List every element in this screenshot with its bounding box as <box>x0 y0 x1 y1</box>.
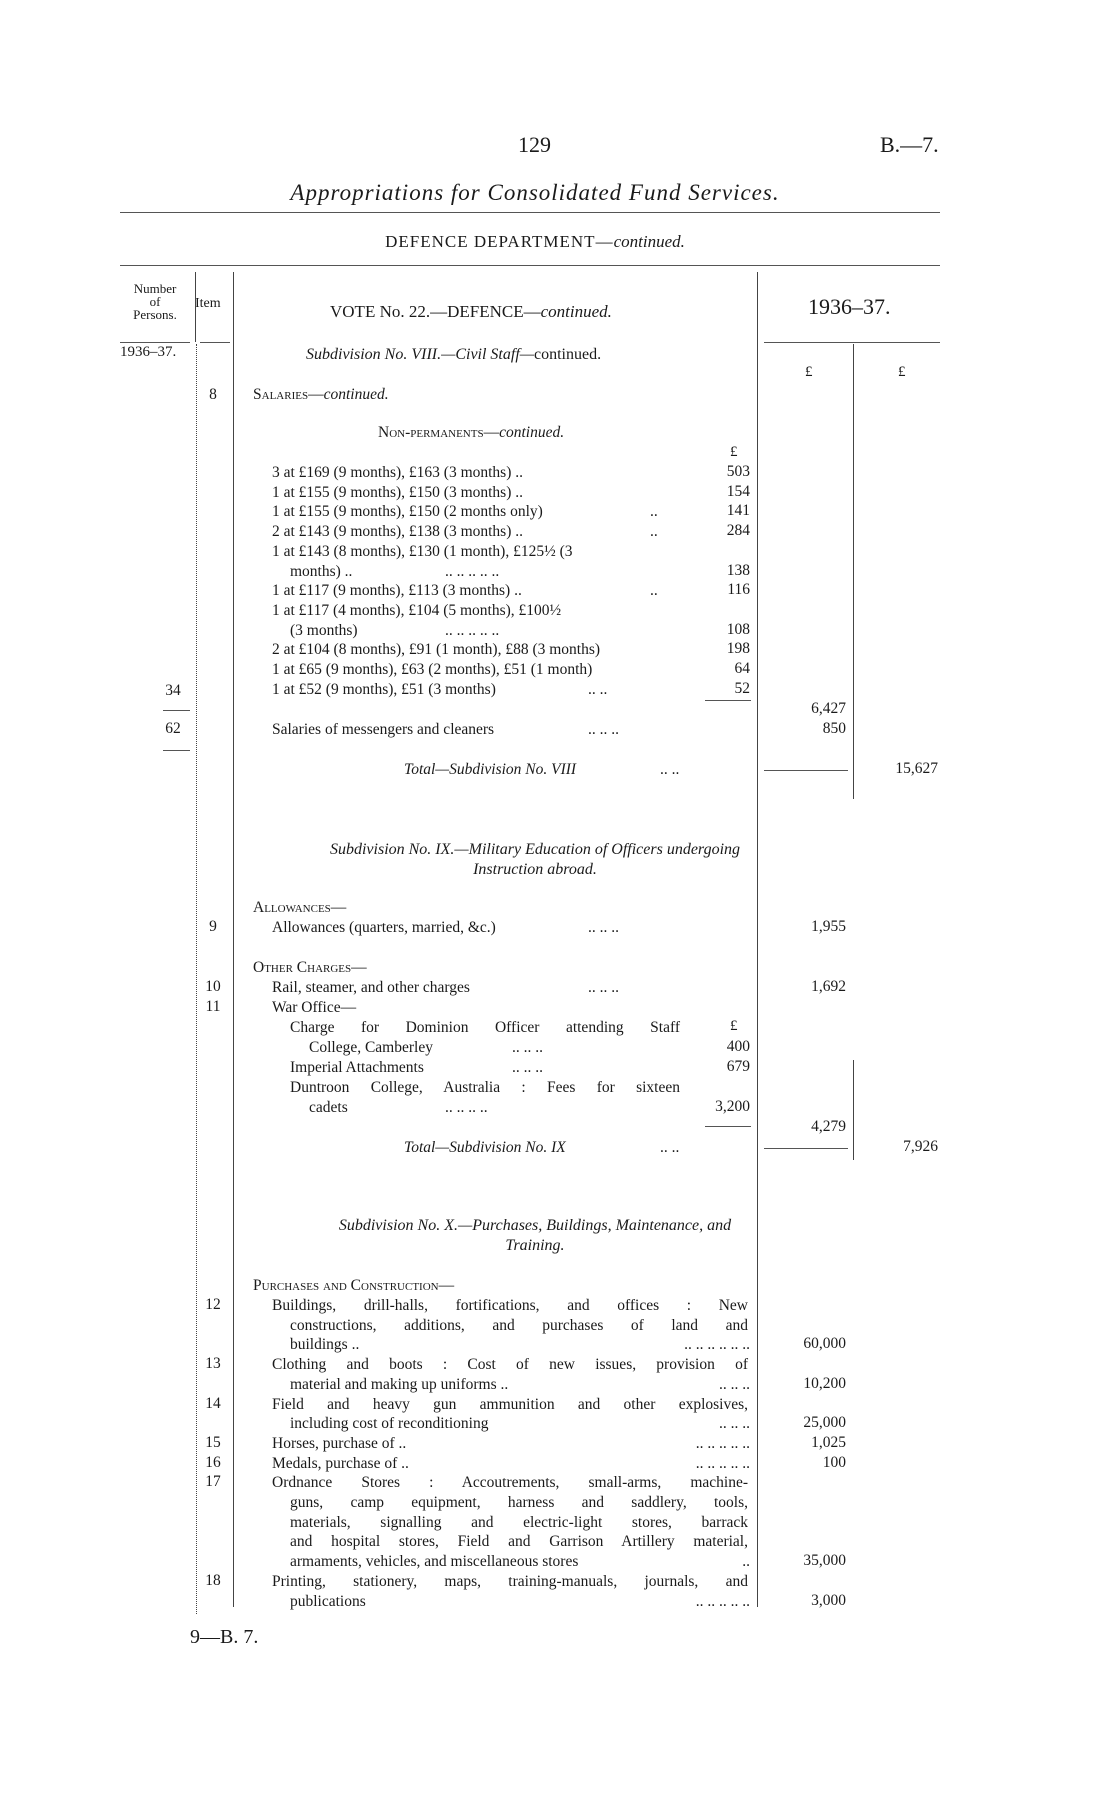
messengers-line: Salaries of messengers and cleaners <box>272 721 495 738</box>
salary-line-text: 1 at £52 (9 months), £51 (3 months) <box>272 680 496 698</box>
salary-line-value: 108 <box>726 620 750 638</box>
amounts-left-divider <box>757 272 758 1607</box>
duntroon-value: 3,200 <box>715 1098 750 1115</box>
subdivision-8-total-dots: .. .. <box>660 761 680 778</box>
salary-line-dots: .. .. <box>588 680 608 698</box>
item-number-9: 9 <box>209 918 217 935</box>
salary-line-text: 2 at £143 (9 months), £138 (3 months) .. <box>272 523 523 541</box>
persons-count-62: 62 <box>165 720 181 737</box>
item-value: 100 <box>822 1453 846 1471</box>
salary-line-text: 1 at £143 (8 months), £130 (1 month), £125½ (3 <box>272 542 573 560</box>
vote-title: VOTE No. 22.—DEFENCE—continued. <box>330 302 612 321</box>
subdivision-9-total-label: Total—Subdivision No. IX <box>404 1139 566 1156</box>
non-permanents-heading: Non-permanents—continued. <box>378 424 565 441</box>
salary-line-text: 2 at £104 (8 months), £91 (1 month), £88 (3 months) <box>272 641 601 659</box>
allowances-line: Allowances (quarters, married, &c.) <box>272 919 496 936</box>
duntroon-line-2: cadets <box>309 1099 348 1116</box>
war-office-total: 4,279 <box>811 1118 846 1135</box>
item-dots: .. .. .. .. .. <box>695 1434 750 1452</box>
rail-value: 1,692 <box>811 978 846 995</box>
item-description-line: Horses, purchase of .. <box>272 1434 407 1452</box>
persons-column-header: Number of Persons. <box>133 281 177 322</box>
staff-college-dots: .. .. .. <box>512 1039 543 1056</box>
duntroon-line-1: Duntroon College, Australia : Fees for sixteen <box>290 1079 680 1096</box>
item-number: 16 <box>205 1453 221 1471</box>
pound-header-col1: £ <box>730 444 738 460</box>
rail-dots: .. .. .. <box>588 979 619 996</box>
salary-line-dots: .. <box>650 523 658 541</box>
year-header-rule <box>764 342 940 343</box>
item-description-line: armaments, vehicles, and miscellaneous stores <box>290 1553 579 1571</box>
item-description-line: material and making up uniforms .. <box>290 1375 509 1393</box>
salary-line-value: 64 <box>734 660 750 677</box>
salary-line-text: 1 at £155 (9 months), £150 (3 months) .. <box>272 483 523 501</box>
item-description-line: guns, camp equipment, harness and saddlery, tools, <box>290 1494 748 1511</box>
pound-header-col2: £ <box>805 364 813 380</box>
item-value: 3,000 <box>811 1591 846 1609</box>
subdivision-8-total-label: Total—Subdivision No. VIII <box>404 761 577 778</box>
subdivision-8-title: Subdivision No. VIII.—Civil Staff—continued. <box>306 346 602 363</box>
messengers-dots: .. .. .. <box>588 721 619 738</box>
imperial-attachments-line: Imperial Attachments <box>290 1059 424 1076</box>
persons-count-34: 34 <box>165 682 181 699</box>
subdivision-9-total: 7,926 <box>903 1138 938 1155</box>
item-description-line: constructions, additions, and purchases of land and <box>290 1316 748 1334</box>
salary-line-dots: .. <box>650 503 658 521</box>
header-top-rule <box>120 265 940 266</box>
salary-line-text: (3 months) <box>290 621 358 639</box>
persons-header-rule <box>120 342 190 343</box>
item-description-line: Buildings, drill-halls, fortifications, and offices : New <box>272 1297 748 1314</box>
salary-line-text: months) .. <box>290 562 353 580</box>
document-reference: B.—7. <box>880 132 939 157</box>
war-office-pound-header: £ <box>730 1018 738 1034</box>
amounts-middle-divider-2 <box>853 1060 854 1160</box>
staff-college-line-2: College, Camberley <box>309 1039 433 1056</box>
item-description-line: Field and heavy gun ammunition and other explosives, <box>272 1395 748 1413</box>
department-heading: DEFENCE DEPARTMENT—continued. <box>385 232 685 251</box>
war-office-rule <box>705 1126 751 1127</box>
salary-line-value: 503 <box>726 463 750 480</box>
pound-header-col3: £ <box>898 364 906 380</box>
item-dots: .. .. .. <box>719 1375 750 1393</box>
subdivision-9-title: Subdivision No. IX.—Military Education of Officers undergoing Instruction abroad. <box>329 841 741 878</box>
item-dots: .. .. .. .. .. <box>695 1592 750 1610</box>
salary-line-dots: .. .. .. .. .. <box>445 562 500 580</box>
duntroon-dots: .. .. .. .. <box>445 1099 488 1116</box>
amounts-middle-divider <box>853 344 854 799</box>
item-value: 25,000 <box>803 1414 846 1432</box>
rail-line: Rail, steamer, and other charges <box>272 979 470 996</box>
item-number-8: 8 <box>209 386 217 403</box>
staff-college-line-1: Charge for Dominion Officer attending Staff <box>290 1019 680 1036</box>
other-charges-heading: Other Charges— <box>253 959 367 976</box>
non-permanents-total: 6,427 <box>811 700 846 717</box>
persons-rule-1 <box>163 710 190 711</box>
item-text-divider <box>233 272 234 1607</box>
allowances-heading: Allowances— <box>253 899 347 916</box>
item-number: 15 <box>205 1433 221 1451</box>
salary-line-dots: .. .. .. .. .. <box>445 621 500 639</box>
page-number: 129 <box>518 132 551 157</box>
salary-line-value: 198 <box>726 640 750 658</box>
item-value: 1,025 <box>811 1433 846 1451</box>
item-column-rule <box>196 344 197 1614</box>
item-number-10: 10 <box>205 978 221 995</box>
subtotal-rule-3 <box>764 1148 848 1149</box>
signature-mark: 9—B. 7. <box>190 1626 259 1648</box>
item-number: 12 <box>205 1296 221 1313</box>
item-header-rule <box>200 342 230 343</box>
item-number: 14 <box>205 1394 221 1412</box>
salary-line-value: 154 <box>726 482 750 500</box>
year-column-header: 1936–37. <box>808 294 891 319</box>
item-number-11: 11 <box>205 998 221 1015</box>
salary-line-value: 116 <box>727 581 750 599</box>
allowances-value: 1,955 <box>811 918 846 935</box>
subtotal-rule-1 <box>705 700 751 701</box>
item-description-line: publications <box>290 1592 366 1610</box>
item-description-line: Ordnance Stores : Accoutrements, small-arms, machine- <box>272 1474 748 1492</box>
subdivision-10-title: Subdivision No. X.—Purchases, Buildings, Maintenance, and Training. <box>338 1217 732 1254</box>
subdivision-8-total: 15,627 <box>895 760 938 777</box>
subtotal-rule-2 <box>764 770 848 771</box>
allowances-dots: .. .. .. <box>588 919 619 936</box>
salary-line-text: 3 at £169 (9 months), £163 (3 months) .. <box>272 464 523 481</box>
salary-line-text: 1 at £117 (9 months), £113 (3 months) .. <box>272 582 522 600</box>
title-rule <box>120 212 940 213</box>
item-number: 17 <box>205 1473 221 1491</box>
salary-line-text: 1 at £65 (9 months), £63 (2 months), £51 (1 month) <box>272 661 593 678</box>
imperial-attachments-value: 679 <box>726 1058 750 1075</box>
item-value: 10,200 <box>803 1374 846 1392</box>
item-description-line: and hospital stores, Field and Garrison Artillery material, <box>290 1533 748 1551</box>
persons-year: 1936–37. <box>120 344 177 360</box>
subdivision-9-total-dots: .. .. <box>660 1139 680 1156</box>
persons-item-divider <box>195 272 196 342</box>
war-office-heading: War Office— <box>272 999 357 1016</box>
item-column-header: Item <box>195 296 221 311</box>
item-dots: .. <box>742 1553 750 1571</box>
item-description-line: buildings .. <box>290 1336 360 1354</box>
salary-line-value: 284 <box>726 522 750 540</box>
item-number: 18 <box>205 1571 221 1589</box>
imperial-attachments-dots: .. .. .. <box>512 1059 543 1076</box>
item-value: 35,000 <box>803 1552 846 1570</box>
messengers-value: 850 <box>822 720 846 737</box>
salary-line-value: 141 <box>726 502 750 520</box>
item-dots: .. .. .. .. .. .. <box>684 1336 750 1354</box>
item-description-line: materials, signalling and electric-light stores, barrack <box>290 1513 748 1531</box>
purchases-heading: Purchases and Construction— <box>253 1277 455 1294</box>
salary-line-dots: .. <box>650 582 658 600</box>
page-title: Appropriations for Consolidated Fund Services. <box>290 180 780 205</box>
item-description-line: Clothing and boots : Cost of new issues, provision of <box>272 1356 748 1374</box>
item-description-line: Printing, stationery, maps, training-manuals, journals, and <box>272 1572 748 1590</box>
salary-line-text: 1 at £155 (9 months), £150 (2 months only) <box>272 503 543 521</box>
persons-rule-2 <box>163 750 190 751</box>
item-value: 60,000 <box>803 1335 846 1353</box>
staff-college-value: 400 <box>726 1038 750 1055</box>
salary-line-value: 52 <box>734 679 750 697</box>
item-description-line: including cost of reconditioning <box>290 1415 489 1433</box>
item-dots: .. .. .. <box>719 1415 750 1433</box>
item-description-line: Medals, purchase of .. <box>272 1454 409 1472</box>
salary-line-value: 138 <box>726 561 750 579</box>
salary-line-text: 1 at £117 (4 months), £104 (5 months), £100½ <box>272 601 562 619</box>
item-number: 13 <box>205 1355 221 1373</box>
salaries-heading: Salaries—continued. <box>253 386 389 403</box>
item-dots: .. .. .. .. .. <box>695 1454 750 1472</box>
